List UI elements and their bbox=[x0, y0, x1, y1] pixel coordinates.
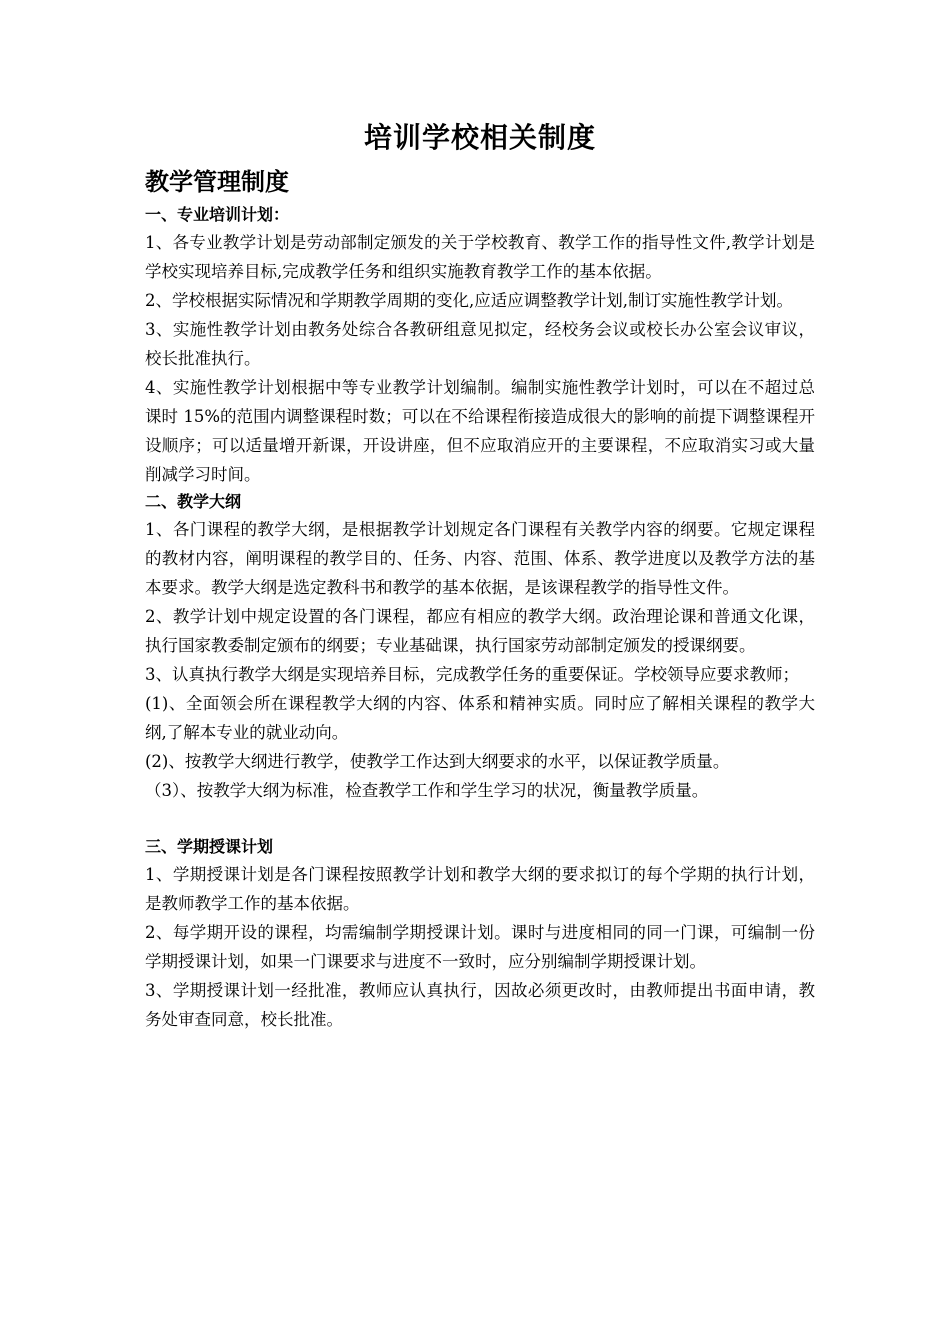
paragraph: 4、实施性教学计划根据中等专业教学计划编制。编制实施性教学计划时，可以在不超过总课时 15%的范围内调整课程时数；可以在不给课程衔接造成很大的影响的前提下调整课程开设顺序；可以适量增开新课，开设讲座，但不应取消应开的主要课程，不应取消实习或大量削减学习时间。 bbox=[145, 378, 815, 484]
document-title: 培训学校相关制度 bbox=[363, 121, 596, 154]
paragraph: 3、学期授课计划一经批准，教师应认真执行，因故必须更改时，由教师提出书面申请，教务处审查同意，校长批准。 bbox=[145, 981, 815, 1029]
paragraph: 2、教学计划中规定设置的各门课程，都应有相应的教学大纲。政治理论课和普通文化课，执行国家教委制定颁布的纲要；专业基础课，执行国家劳动部制定颁发的授课纲要。 bbox=[145, 607, 815, 655]
section-semester-plan bbox=[145, 834, 815, 1034]
paragraph: 1、各专业教学计划是劳动部制定颁发的关于学校教育、教学工作的指导性文件,教学计划是学校实现培养目标,完成教学任务和组织实施教育教学工作的基本依据。 bbox=[145, 233, 815, 281]
paragraph: 3、认真执行教学大纲是实现培养目标，完成教学任务的重要保证。学校领导应要求教师； bbox=[145, 665, 799, 684]
paragraph: (1)、全面领会所在课程教学大纲的内容、体系和精神实质。同时应了解相关课程的教学大纲,了解本专业的就业动向。 bbox=[145, 694, 815, 742]
paragraph: 3、实施性教学计划由教务处综合各教研组意见拟定，经校务会议或校长办公室会议审议，校长批准执行。 bbox=[145, 320, 815, 368]
chapter-title: 教学管理制度 bbox=[145, 168, 289, 196]
paragraph: （3）、按教学大纲为标准，检查教学工作和学生学习的状况，衡量教学质量。 bbox=[145, 781, 709, 800]
section-heading: 三、学期授课计划 bbox=[145, 837, 274, 856]
paragraph: 2、每学期开设的课程，均需编制学期授课计划。课时与进度相同的同一门课，可编制一份学期授课计划，如果一门课要求与进度不一致时，应分别编制学期授课计划。 bbox=[145, 923, 815, 971]
blank-line bbox=[145, 805, 815, 834]
paragraph: 1、学期授课计划是各门课程按照教学计划和教学大纲的要求拟订的每个学期的执行计划，是教师教学工作的基本依据。 bbox=[145, 865, 815, 913]
document-page bbox=[145, 118, 815, 1034]
section-syllabus bbox=[145, 489, 815, 805]
paragraph: 1、各门课程的教学大纲，是根据教学计划规定各门课程有关教学内容的纲要。它规定课程的教材内容，阐明课程的教学目的、任务、内容、范围、体系、教学进度以及教学方法的基本要求。教学大纲是选定教科书和教学的基本依据，是该课程教学的指导性文件。 bbox=[145, 520, 815, 597]
section-heading: 一、专业培训计划： bbox=[145, 205, 290, 224]
paragraph: 2、学校根据实际情况和学期教学周期的变化,应适应调整教学计划,制订实施性教学计划。 bbox=[145, 291, 793, 310]
paragraph: (2)、按教学大纲进行教学，使教学工作达到大纲要求的水平，以保证教学质量。 bbox=[145, 752, 730, 771]
section-heading: 二、教学大纲 bbox=[145, 492, 242, 511]
section-training-plan bbox=[145, 202, 815, 489]
